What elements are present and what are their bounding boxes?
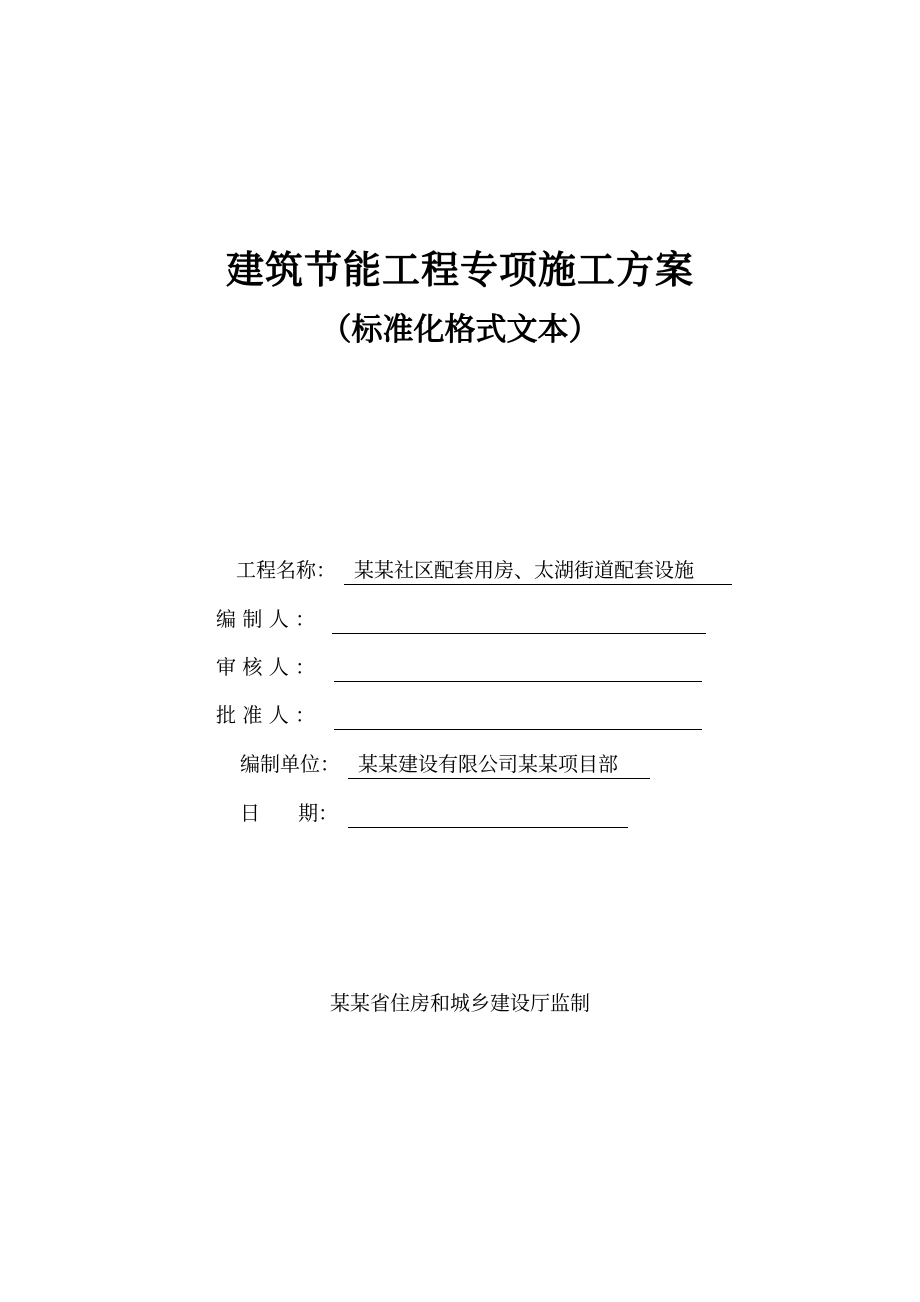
project-name-text: 某某社区配套用房、太湖街道配套设施 bbox=[354, 558, 694, 582]
document-title: 建筑节能工程专项施工方案 bbox=[225, 248, 694, 292]
date-value bbox=[348, 799, 628, 828]
project-name-row bbox=[0, 556, 920, 586]
document-subtitle: （标准化格式文本） bbox=[320, 312, 600, 348]
approver-row bbox=[0, 701, 920, 731]
compiler-row bbox=[0, 605, 920, 635]
issuing-authority: 某某省住房和城乡建设厅监制 bbox=[330, 991, 590, 1015]
unit-text: 某某建设有限公司某某项目部 bbox=[358, 752, 618, 776]
unit-label: 编制单位： bbox=[240, 752, 340, 776]
unit-value bbox=[348, 750, 650, 779]
date-row bbox=[0, 799, 920, 829]
unit-row bbox=[0, 750, 920, 780]
project-name-value bbox=[344, 556, 732, 585]
compiler-label: 编 制 人 ： bbox=[216, 607, 316, 631]
reviewer-row bbox=[0, 653, 920, 683]
approver-value bbox=[334, 701, 702, 730]
date-label: 日 期： bbox=[240, 801, 339, 825]
reviewer-value bbox=[334, 653, 702, 682]
reviewer-label: 审 核 人 ： bbox=[216, 655, 316, 679]
approver-label: 批 准 人 ： bbox=[216, 703, 316, 727]
project-name-label: 工程名称： bbox=[236, 558, 336, 582]
compiler-value bbox=[332, 605, 706, 634]
